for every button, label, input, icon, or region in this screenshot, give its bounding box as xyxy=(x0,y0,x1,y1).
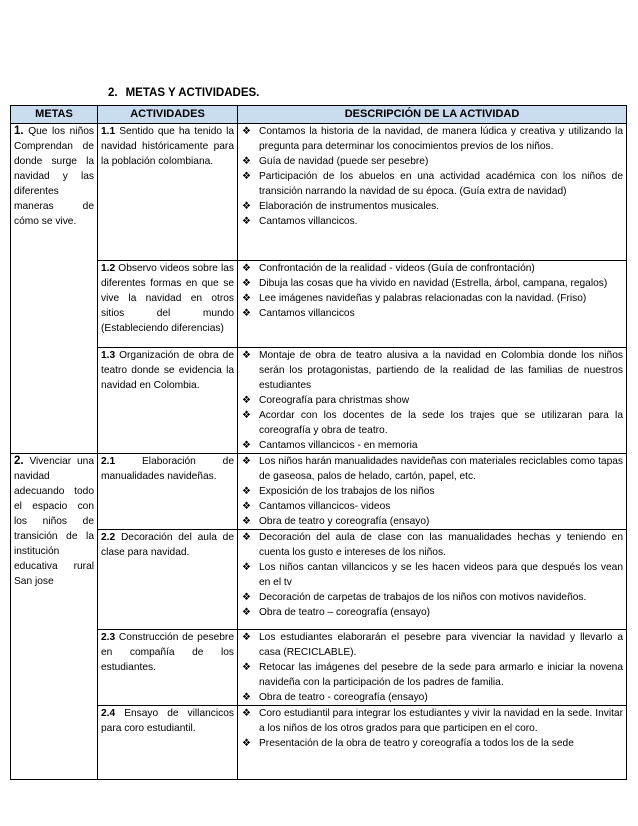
table-header-row xyxy=(11,106,627,124)
goal-number: 2. xyxy=(14,455,24,467)
description-item xyxy=(238,393,626,408)
description-item xyxy=(238,484,626,499)
activity-cell xyxy=(98,124,238,261)
description-text: Dibuja las cosas que ha vivido en navidad (Estrella, árbol, campana, regalos) xyxy=(259,278,608,289)
activity-number: 2.1 xyxy=(101,456,116,467)
description-item xyxy=(238,690,626,705)
description-text: Los estudiantes elaborarán el pesebre para vivenciar la navidad y llevarlo a casa (RECICLABLE). xyxy=(259,632,623,658)
activity-cell xyxy=(98,630,238,706)
diamond-bullet-icon: ❖ xyxy=(242,532,251,543)
activity-cell xyxy=(98,530,238,630)
diamond-bullet-icon: ❖ xyxy=(242,562,251,573)
column-header-actividades: ACTIVIDADES xyxy=(98,106,238,124)
description-item xyxy=(238,630,626,660)
description-item xyxy=(238,306,626,321)
description-item xyxy=(238,660,626,690)
activity-number: 1.2 xyxy=(101,263,116,274)
description-item xyxy=(238,514,626,529)
activity-text: Construcción de pesebre en compañía de los estudiantes. xyxy=(101,632,234,673)
description-item xyxy=(238,169,626,199)
diamond-bullet-icon: ❖ xyxy=(242,126,251,137)
description-cell xyxy=(238,706,627,780)
diamond-bullet-icon: ❖ xyxy=(242,395,251,406)
diamond-bullet-icon: ❖ xyxy=(242,350,251,361)
description-text: Coreografía para christmas show xyxy=(259,395,410,406)
diamond-bullet-icon: ❖ xyxy=(242,308,251,319)
diamond-bullet-icon: ❖ xyxy=(242,156,251,167)
table-row xyxy=(11,261,627,348)
diamond-bullet-icon: ❖ xyxy=(242,516,251,527)
description-text: Cantamos villancicos xyxy=(259,308,355,319)
description-item xyxy=(238,348,626,393)
activity-number: 2.3 xyxy=(101,632,116,643)
description-cell xyxy=(238,124,627,261)
description-cell xyxy=(238,348,627,454)
description-text: Acordar con los docentes de la sede los trajes que se utilizaran para la coreografía y obra de teatro. xyxy=(259,410,623,436)
description-item xyxy=(238,706,626,736)
diamond-bullet-icon: ❖ xyxy=(242,216,251,227)
diamond-bullet-icon: ❖ xyxy=(242,662,251,673)
diamond-bullet-icon: ❖ xyxy=(242,278,251,289)
description-item xyxy=(238,454,626,484)
description-text: Obra de teatro – coreografía (ensayo) xyxy=(259,607,431,618)
description-text: Obra de teatro y coreografía (ensayo) xyxy=(259,516,430,527)
description-text: Cantamos villancicos. xyxy=(259,216,358,227)
column-header-descripcion: DESCRIPCIÓN DE LA ACTIVIDAD xyxy=(238,106,627,124)
diamond-bullet-icon: ❖ xyxy=(242,171,251,182)
description-item xyxy=(238,605,626,620)
description-item xyxy=(238,590,626,605)
description-cell xyxy=(238,261,627,348)
description-text: Los niños cantan villancicos y se les hacen videos para que después los vean en el tv xyxy=(259,562,623,588)
diamond-bullet-icon: ❖ xyxy=(242,692,251,703)
description-item xyxy=(238,560,626,590)
diamond-bullet-icon: ❖ xyxy=(242,456,251,467)
description-text: Lee imágenes navideñas y palabras relacionadas con la navidad. (Friso) xyxy=(259,293,587,304)
table-row xyxy=(11,530,627,630)
description-item xyxy=(238,214,626,229)
table-row xyxy=(11,348,627,454)
diamond-bullet-icon: ❖ xyxy=(242,201,251,212)
table-row xyxy=(11,454,627,530)
activity-text: Decoración del aula de clase para navidad. xyxy=(101,532,234,558)
description-text: Elaboración de instrumentos musicales. xyxy=(259,201,440,212)
description-text: Coro estudiantil para integrar los estudiantes y vivir la navidad en la sede. Invitar a los niños de los otros grados para que participen en el coro. xyxy=(259,708,623,734)
description-item xyxy=(238,499,626,514)
description-text: Obra de teatro - coreografía (ensayo) xyxy=(259,692,428,703)
description-text: Contamos la historia de la navidad, de manera lúdica y creativa y utilizando la pregunta para determinar los conocimientos previos de los niños. xyxy=(259,126,623,152)
diamond-bullet-icon: ❖ xyxy=(242,486,251,497)
activity-cell xyxy=(98,348,238,454)
diamond-bullet-icon: ❖ xyxy=(242,263,251,274)
activity-number: 1.3 xyxy=(101,350,116,361)
activity-cell xyxy=(98,261,238,348)
description-text: Participación de los abuelos en una actividad académica con los niños de transición narrando la navidad de su época. (Guía extra de navidad) xyxy=(259,171,623,197)
activity-text: Observo videos sobre las diferentes formas en que se vive la navidad en otros sitios del mundo (Estableciendo diferencias) xyxy=(101,263,234,334)
description-cell xyxy=(238,454,627,530)
table-row xyxy=(11,124,627,261)
goal-text: Que los niños Comprendan de donde surge la navidad y las diferentes maneras de cómo se vive. xyxy=(14,126,94,227)
table-body xyxy=(11,124,627,780)
activity-text: Ensayo de villancicos para coro estudiantil. xyxy=(101,708,234,734)
description-item xyxy=(238,261,626,276)
diamond-bullet-icon: ❖ xyxy=(242,708,251,719)
diamond-bullet-icon: ❖ xyxy=(242,293,251,304)
description-text: Los niños harán manualidades navideñas con materiales reciclables como tapas de gaseosa, palos de helado, cartón, papel, etc. xyxy=(259,456,623,482)
description-item xyxy=(238,438,626,453)
section-number: 2. xyxy=(108,87,118,99)
description-item xyxy=(238,199,626,214)
goals-activities-table xyxy=(10,105,627,780)
activity-cell xyxy=(98,706,238,780)
activity-text: Sentido que ha tenido la navidad históricamente para la población colombiana. xyxy=(101,126,234,167)
description-text: Decoración de carpetas de trabajos de los niños con motivos navideños. xyxy=(259,592,587,603)
table-row xyxy=(11,630,627,706)
goal-number: 1. xyxy=(14,125,24,137)
activity-cell xyxy=(98,454,238,530)
activity-text: Organización de obra de teatro donde se evidencia la navidad en Colombia. xyxy=(101,350,234,391)
description-text: Guía de navidad (puede ser pesebre) xyxy=(259,156,429,167)
activity-number: 2.2 xyxy=(101,532,116,543)
diamond-bullet-icon: ❖ xyxy=(242,607,251,618)
description-item xyxy=(238,124,626,154)
description-text: Presentación de la obra de teatro y coreografía a todos los de la sede xyxy=(259,738,574,749)
description-text: Confrontación de la realidad - videos (Guía de confrontación) xyxy=(259,263,535,274)
description-item xyxy=(238,736,626,751)
diamond-bullet-icon: ❖ xyxy=(242,440,251,451)
diamond-bullet-icon: ❖ xyxy=(242,632,251,643)
description-item xyxy=(238,154,626,169)
activity-text: Elaboración de manualidades navideñas. xyxy=(101,456,234,482)
description-item xyxy=(238,408,626,438)
diamond-bullet-icon: ❖ xyxy=(242,501,251,512)
goal-text: Vivenciar una navidad adecuando todo el espacio con los niños de transición de la institución educativa rural San jose xyxy=(14,456,94,587)
goal-cell xyxy=(11,124,98,454)
description-cell xyxy=(238,530,627,630)
diamond-bullet-icon: ❖ xyxy=(242,592,251,603)
table-row xyxy=(11,706,627,780)
column-header-metas: METAS xyxy=(11,106,98,124)
description-item xyxy=(238,291,626,306)
activity-number: 1.1 xyxy=(101,126,116,137)
description-cell xyxy=(238,630,627,706)
section-title: METAS Y ACTIVIDADES. xyxy=(125,87,260,99)
description-text: Cantamos villancicos- videos xyxy=(259,501,391,512)
diamond-bullet-icon: ❖ xyxy=(242,738,251,749)
section-heading xyxy=(108,87,259,99)
description-text: Exposición de los trabajos de los niños xyxy=(259,486,435,497)
description-text: Retocar las imágenes del pesebre de la sede para armarlo e iniciar la novena navideña con la participación de los padres de familia. xyxy=(259,662,623,688)
description-item xyxy=(238,530,626,560)
description-text: Montaje de obra de teatro alusiva a la navidad en Colombia donde los niños serán los protagonistas, partiendo de la realidad de las familias de nuestros estudiantes xyxy=(259,350,623,391)
goal-cell xyxy=(11,454,98,780)
diamond-bullet-icon: ❖ xyxy=(242,410,251,421)
activity-number: 2.4 xyxy=(101,708,116,719)
description-text: Decoración del aula de clase con las manualidades hechas y teniendo en cuenta los gusto e intereses de los niños. xyxy=(259,532,623,558)
description-text: Cantamos villancicos - en memoria xyxy=(259,440,418,451)
description-item xyxy=(238,276,626,291)
